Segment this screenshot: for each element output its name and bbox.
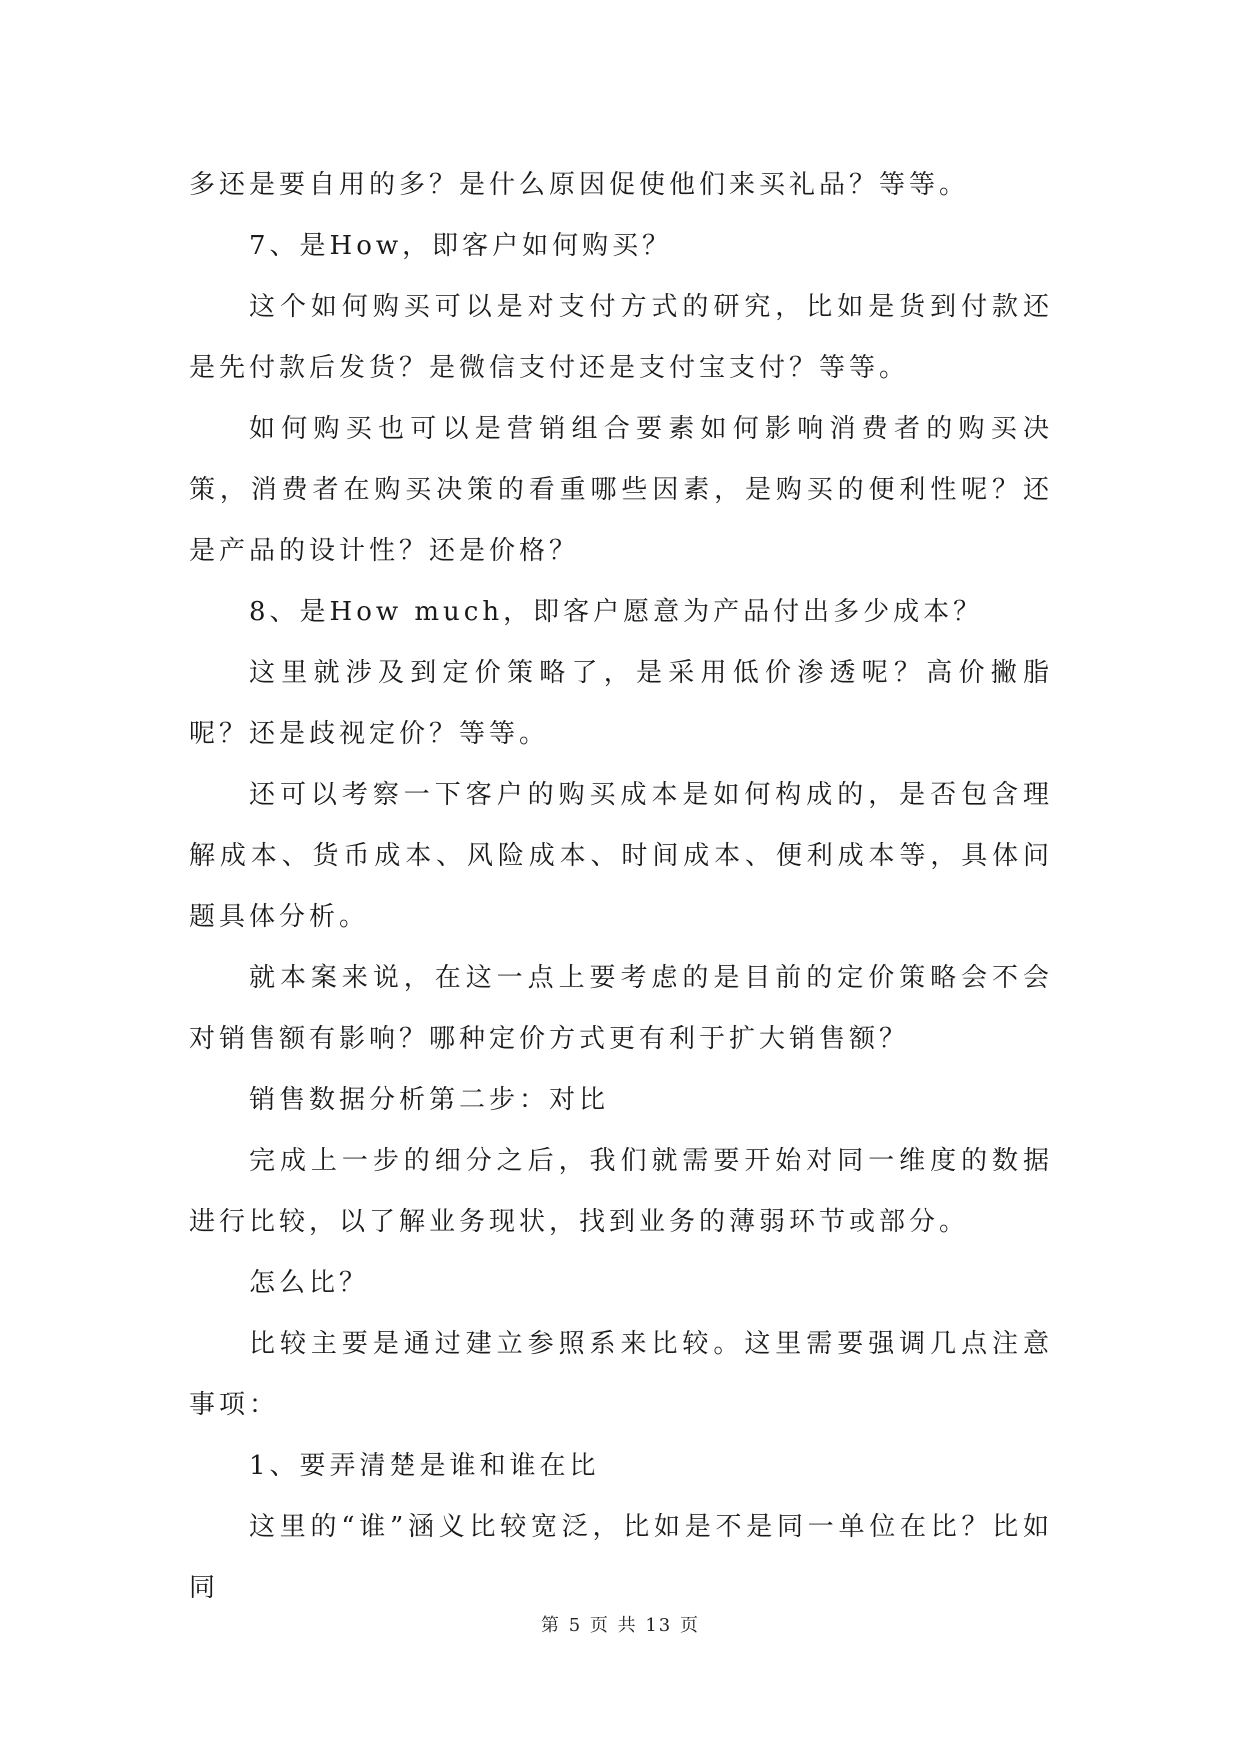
paragraph-7: 还可以考察一下客户的购买成本是如何构成的，是否包含理解成本、货币成本、风险成本、时间成本、便利成本等，具体问题具体分析。 (189, 780, 1053, 932)
paragraph-12: 比较主要是通过建立参照系来比较。这里需要强调几点注意事项： (189, 1329, 1053, 1420)
list-item-1: 1、要弄清楚是谁和谁在比 (249, 1451, 600, 1481)
section-heading-step-two: 销售数据分析第二步：对比 (249, 1085, 610, 1115)
paragraph-6: 这里就涉及到定价策略了，是采用低价渗透呢？高价撇脂呢？还是歧视定价？等等。 (189, 658, 1053, 749)
paragraph-1: 多还是要自用的多？是什么原因促使他们来买礼品？等等。 (189, 170, 970, 200)
paragraph-8: 就本案来说，在这一点上要考虑的是目前的定价策略会不会对销售额有影响？哪种定价方式更有利于扩大销售额？ (189, 963, 1053, 1054)
paragraph-10: 完成上一步的细分之后，我们就需要开始对同一维度的数据进行比较，以了解业务现状，找到业务的薄弱环节或部分。 (189, 1146, 1053, 1237)
paragraph-4: 如何购买也可以是营销组合要素如何影响消费者的购买决策，消费者在购买决策的看重哪些因素，是购买的便利性呢？还是产品的设计性？还是价格？ (189, 414, 1053, 566)
paragraph-5: 8、是How much，即客户愿意为产品付出多少成本？ (249, 597, 984, 627)
document-body (189, 155, 1053, 1619)
paragraph-3: 这个如何购买可以是对支付方式的研究，比如是货到付款还是先付款后发货？是微信支付还是支付宝支付？等等。 (189, 292, 1053, 383)
page-footer: 第 5 页 共 13 页 (541, 1615, 700, 1636)
paragraph-14: 这里的“谁”涵义比较宽泛，比如是不是同一单位在比？比如同 (189, 1512, 1053, 1603)
question-heading: 怎么比？ (249, 1268, 370, 1298)
paragraph-2: 7、是How，即客户如何购买？ (249, 231, 673, 261)
